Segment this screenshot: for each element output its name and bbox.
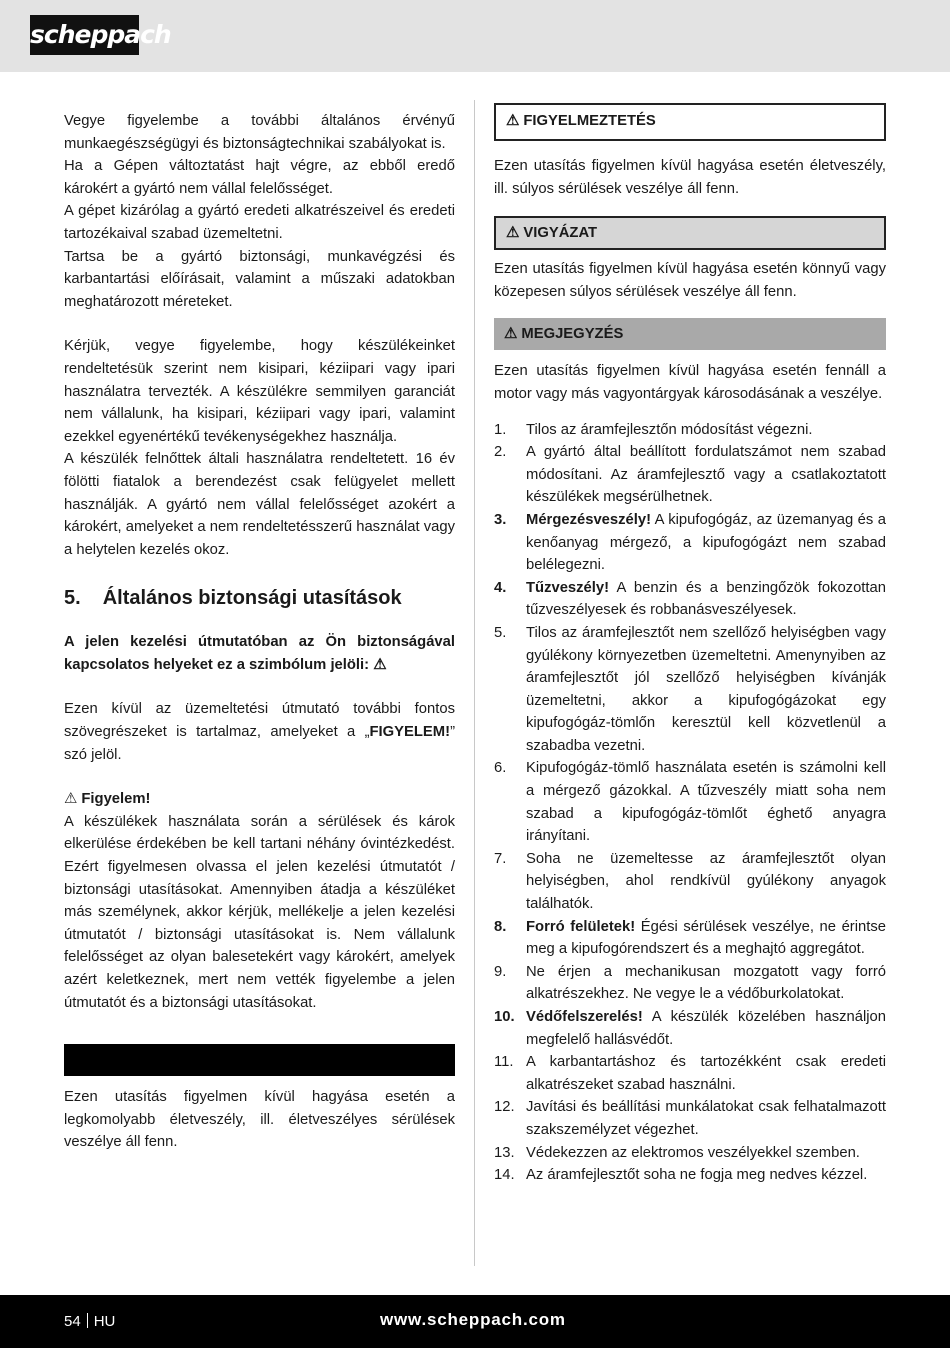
list-item-text: A gyártó által beállított fordulatszámot nem szabad módosítani. Az áramfejlesztő vagy a csatlakoztatott készülékek megsérülhetnek. xyxy=(526,444,886,506)
list-item-text: Soha ne üzemeltesse az áramfejlesztőt olyan helyiségben, ahol rendkívül gyúlékony anyagok találhatók. xyxy=(526,850,886,913)
page-footer xyxy=(0,1295,950,1348)
list-item xyxy=(494,961,886,1006)
language-code: HU xyxy=(93,1313,116,1330)
list-item xyxy=(494,757,886,847)
column-divider xyxy=(474,100,475,1266)
list-item-keyword: Mérgezésveszély! xyxy=(526,511,652,528)
original-parts-text: A gépet kizárólag a gyártó eredeti alkatrészeivel és eredeti tartozékaival szabad üzemeltetni. xyxy=(64,203,455,242)
section-heading xyxy=(64,585,455,611)
notice-label-box: ⚠ MEGJEGYZÉS xyxy=(494,318,886,350)
list-item-text: Kipufogógáz-tömlő használata esetén is számolni kell a mérgező gázokkal. A tűzveszély miatt soha nem szabad a kipufogógáz-tömlőt éghető anyagra irányítani. xyxy=(526,760,886,845)
danger-label-bar xyxy=(64,1044,455,1076)
list-item-keyword: Forró felületek! xyxy=(526,918,636,935)
list-item-number: 4. xyxy=(494,579,507,596)
list-item xyxy=(494,1142,886,1165)
attention-heading xyxy=(64,788,455,811)
list-item-number: 13. xyxy=(494,1144,515,1161)
maintenance-rules-text: Tartsa be a gyártó biztonsági, munkavégzési és karbantartási előírásait, valamint a műszaki adatokban meghatározott méreteket. xyxy=(64,248,455,310)
list-item-number: 11. xyxy=(494,1054,514,1071)
list-item xyxy=(494,509,886,577)
list-item-number: 7. xyxy=(494,850,507,867)
notice-text: Ezen utasítás figyelmen kívül hagyása esetén fennáll a motor vagy más vagyontárgyak károsodásának a veszélye. xyxy=(494,363,886,402)
figyelem-keyword: FIGYELEM! xyxy=(369,724,451,741)
list-item-text: Védekezzen az elektromos veszélyekkel szemben. xyxy=(526,1144,860,1161)
list-item-number: 12. xyxy=(494,1099,515,1116)
list-item-number: 8. xyxy=(494,918,507,935)
danger-text: Ezen utasítás figyelmen kívül hagyása esetén a legkomolyabb életveszély, ill. életveszélyes sérülések veszélye áll fenn. xyxy=(64,1089,455,1151)
symbol-intro: A jelen kezelési útmutatóban az Ön biztonságával kapcsolatos helyeket ez a szimbólum jelöli: ⚠ xyxy=(64,634,455,673)
section-title: Általános biztonsági utasítások xyxy=(102,587,402,610)
figyelem-intro: Ezen kívül az üzemeltetési útmutató további fontos szövegrészeket is tartalmaz, amelyeket a „FIGYELEM!” szó jelöl. xyxy=(64,701,455,763)
caution-label-box: ⚠ VIGYÁZAT xyxy=(494,216,886,250)
warning-triangle-icon: ⚠ xyxy=(64,791,78,808)
list-item-keyword: Tűzveszély! xyxy=(526,579,610,596)
adult-use-text: A készülék felnőttek általi használatra rendeltetett. 16 év fölötti fiatalok a berendezést csak felügyelet mellett használják. A gyártó nem vállal felelősséget azokért a károkért, amelyeket a nem rendeltetésszerű használat vagy a helytelen kezelés okoz. xyxy=(64,451,455,558)
list-item-number: 9. xyxy=(494,963,507,980)
list-item-number: 5. xyxy=(494,624,507,641)
list-item xyxy=(494,622,886,758)
list-item-text: Ne érjen a mechanikusan mozgatott vagy forró alkatrészekhez. Ne vegye le a védőburkolatokat. xyxy=(526,963,886,1003)
list-item-text: Tilos az áramfejlesztőn módosítást végezni. xyxy=(526,421,813,438)
footer-separator xyxy=(87,1313,88,1328)
intended-use-text: Kérjük, vegye figyelembe, hogy készülékeinket rendeltetésük szerint nem kisipari, kéziipari vagy ipari használatra tervezték. A készülékre semmilyen garanciát nem vállalunk, ha kisipari, kéziipari vagy ipari, valamint ezekkel egyenértékű tevékenységekhez használja. xyxy=(64,338,455,445)
attention-text: A készülékek használata során a sérülések és károk elkerülése érdekében be kell tartani néhány óvintézkedést. Ezért figyelmesen olvassa el jelen kezelési útmutatót / biztonsági utasításokat. Amennyiben átadja a készüléket más személynek, akkor kérjük, mellékelje a jelen kezelési útmutatót / biztonsági utasításokat is. Nem vállalunk felelősséget az olyan balesetekért vagy károkért, amelyek azért keletkeznek, mert nem vették figyelembe a jelen útmutatót és a biztonsági utasításokat. xyxy=(64,813,455,1011)
warning-text: Ezen utasítás figyelmen kívül hagyása esetén életveszély, ill. súlyos sérülések veszélye áll fenn. xyxy=(494,158,886,197)
left-column xyxy=(64,110,455,1154)
list-item xyxy=(494,1006,886,1051)
list-item-number: 10. xyxy=(494,1009,515,1025)
list-item-text: Mérgezésveszély! A kipufogógáz, az üzemanyag és a kenőanyag mérgező, a kipufogógázt nem szabad belélegezni. xyxy=(526,511,886,574)
list-item-number: 6. xyxy=(494,760,507,777)
list-item xyxy=(494,441,886,509)
list-item-text: Javítási és beállítási munkálatokat csak felhatalmazott szakszemélyzet végezhet. xyxy=(526,1099,886,1138)
general-rules-text: Vegye figyelembe a további általános érvényű munkaegészségügyi és biztonságtechnikai szabályokat is. xyxy=(64,113,455,152)
page-header xyxy=(0,0,950,72)
page-number: 54 xyxy=(64,1313,81,1330)
list-item-keyword: Védőfelszerelés! xyxy=(526,1009,643,1025)
list-item-text: Tűzveszély! A benzin és a benzingőzök fokozottan tűzveszélyesek és robbanásveszélyesek. xyxy=(526,579,886,619)
scheppach-logo: scheppach xyxy=(30,15,139,55)
list-item-number: 2. xyxy=(494,444,507,461)
list-item-number: 14. xyxy=(494,1167,515,1184)
right-column xyxy=(494,103,886,1187)
attention-label: Figyelem! xyxy=(81,791,151,808)
modification-text: Ha a Gépen változtatást hajt végre, az ebből eredő károkért a gyártó nem vállal felelősséget. xyxy=(64,158,455,197)
list-item-text: A karbantartáshoz és tartozékként csak eredeti alkatrészeket szabad használni. xyxy=(526,1054,886,1093)
section-number: 5. xyxy=(64,587,81,610)
warning-label-box: ⚠ FIGYELMEZTETÉS xyxy=(494,103,886,141)
list-item-text: Tilos az áramfejlesztőt nem szellőző helyiségben vagy gyúlékony környezetben üzemeltetni. Amenynyiben az áramfejlesztőt jól szellőző helyiségben kívánják üzemeltetni, akkor a kipufogógázokat egy kipufogógáz-tömlőn keresztül kell közvetlenül a szabadba vezetni. xyxy=(526,624,886,754)
safety-instructions-list xyxy=(494,419,886,1187)
list-item xyxy=(494,577,886,622)
list-item-number: 1. xyxy=(494,421,507,438)
list-item xyxy=(494,419,886,442)
list-item-text: Védőfelszerelés! A készülék közelében használjon megfelelő hallásvédőt. xyxy=(526,1009,886,1048)
list-item xyxy=(494,1164,886,1187)
list-item xyxy=(494,1096,886,1141)
list-item xyxy=(494,1051,886,1096)
list-item-text: Forró felületek! Égési sérülések veszélye, ne érintse meg a kipufogórendszert és a meghajtó aggregátot. xyxy=(526,918,886,958)
list-item-number: 3. xyxy=(494,511,507,528)
website-url: www.scheppach.com xyxy=(380,1310,566,1329)
caution-text: Ezen utasítás figyelmen kívül hagyása esetén könnyű vagy közepesen súlyos sérülések veszélye áll fenn. xyxy=(494,261,886,300)
list-item-text: Az áramfejlesztőt soha ne fogja meg nedves kézzel. xyxy=(526,1167,868,1184)
list-item xyxy=(494,916,886,961)
list-item xyxy=(494,848,886,916)
page-info xyxy=(64,1312,115,1332)
